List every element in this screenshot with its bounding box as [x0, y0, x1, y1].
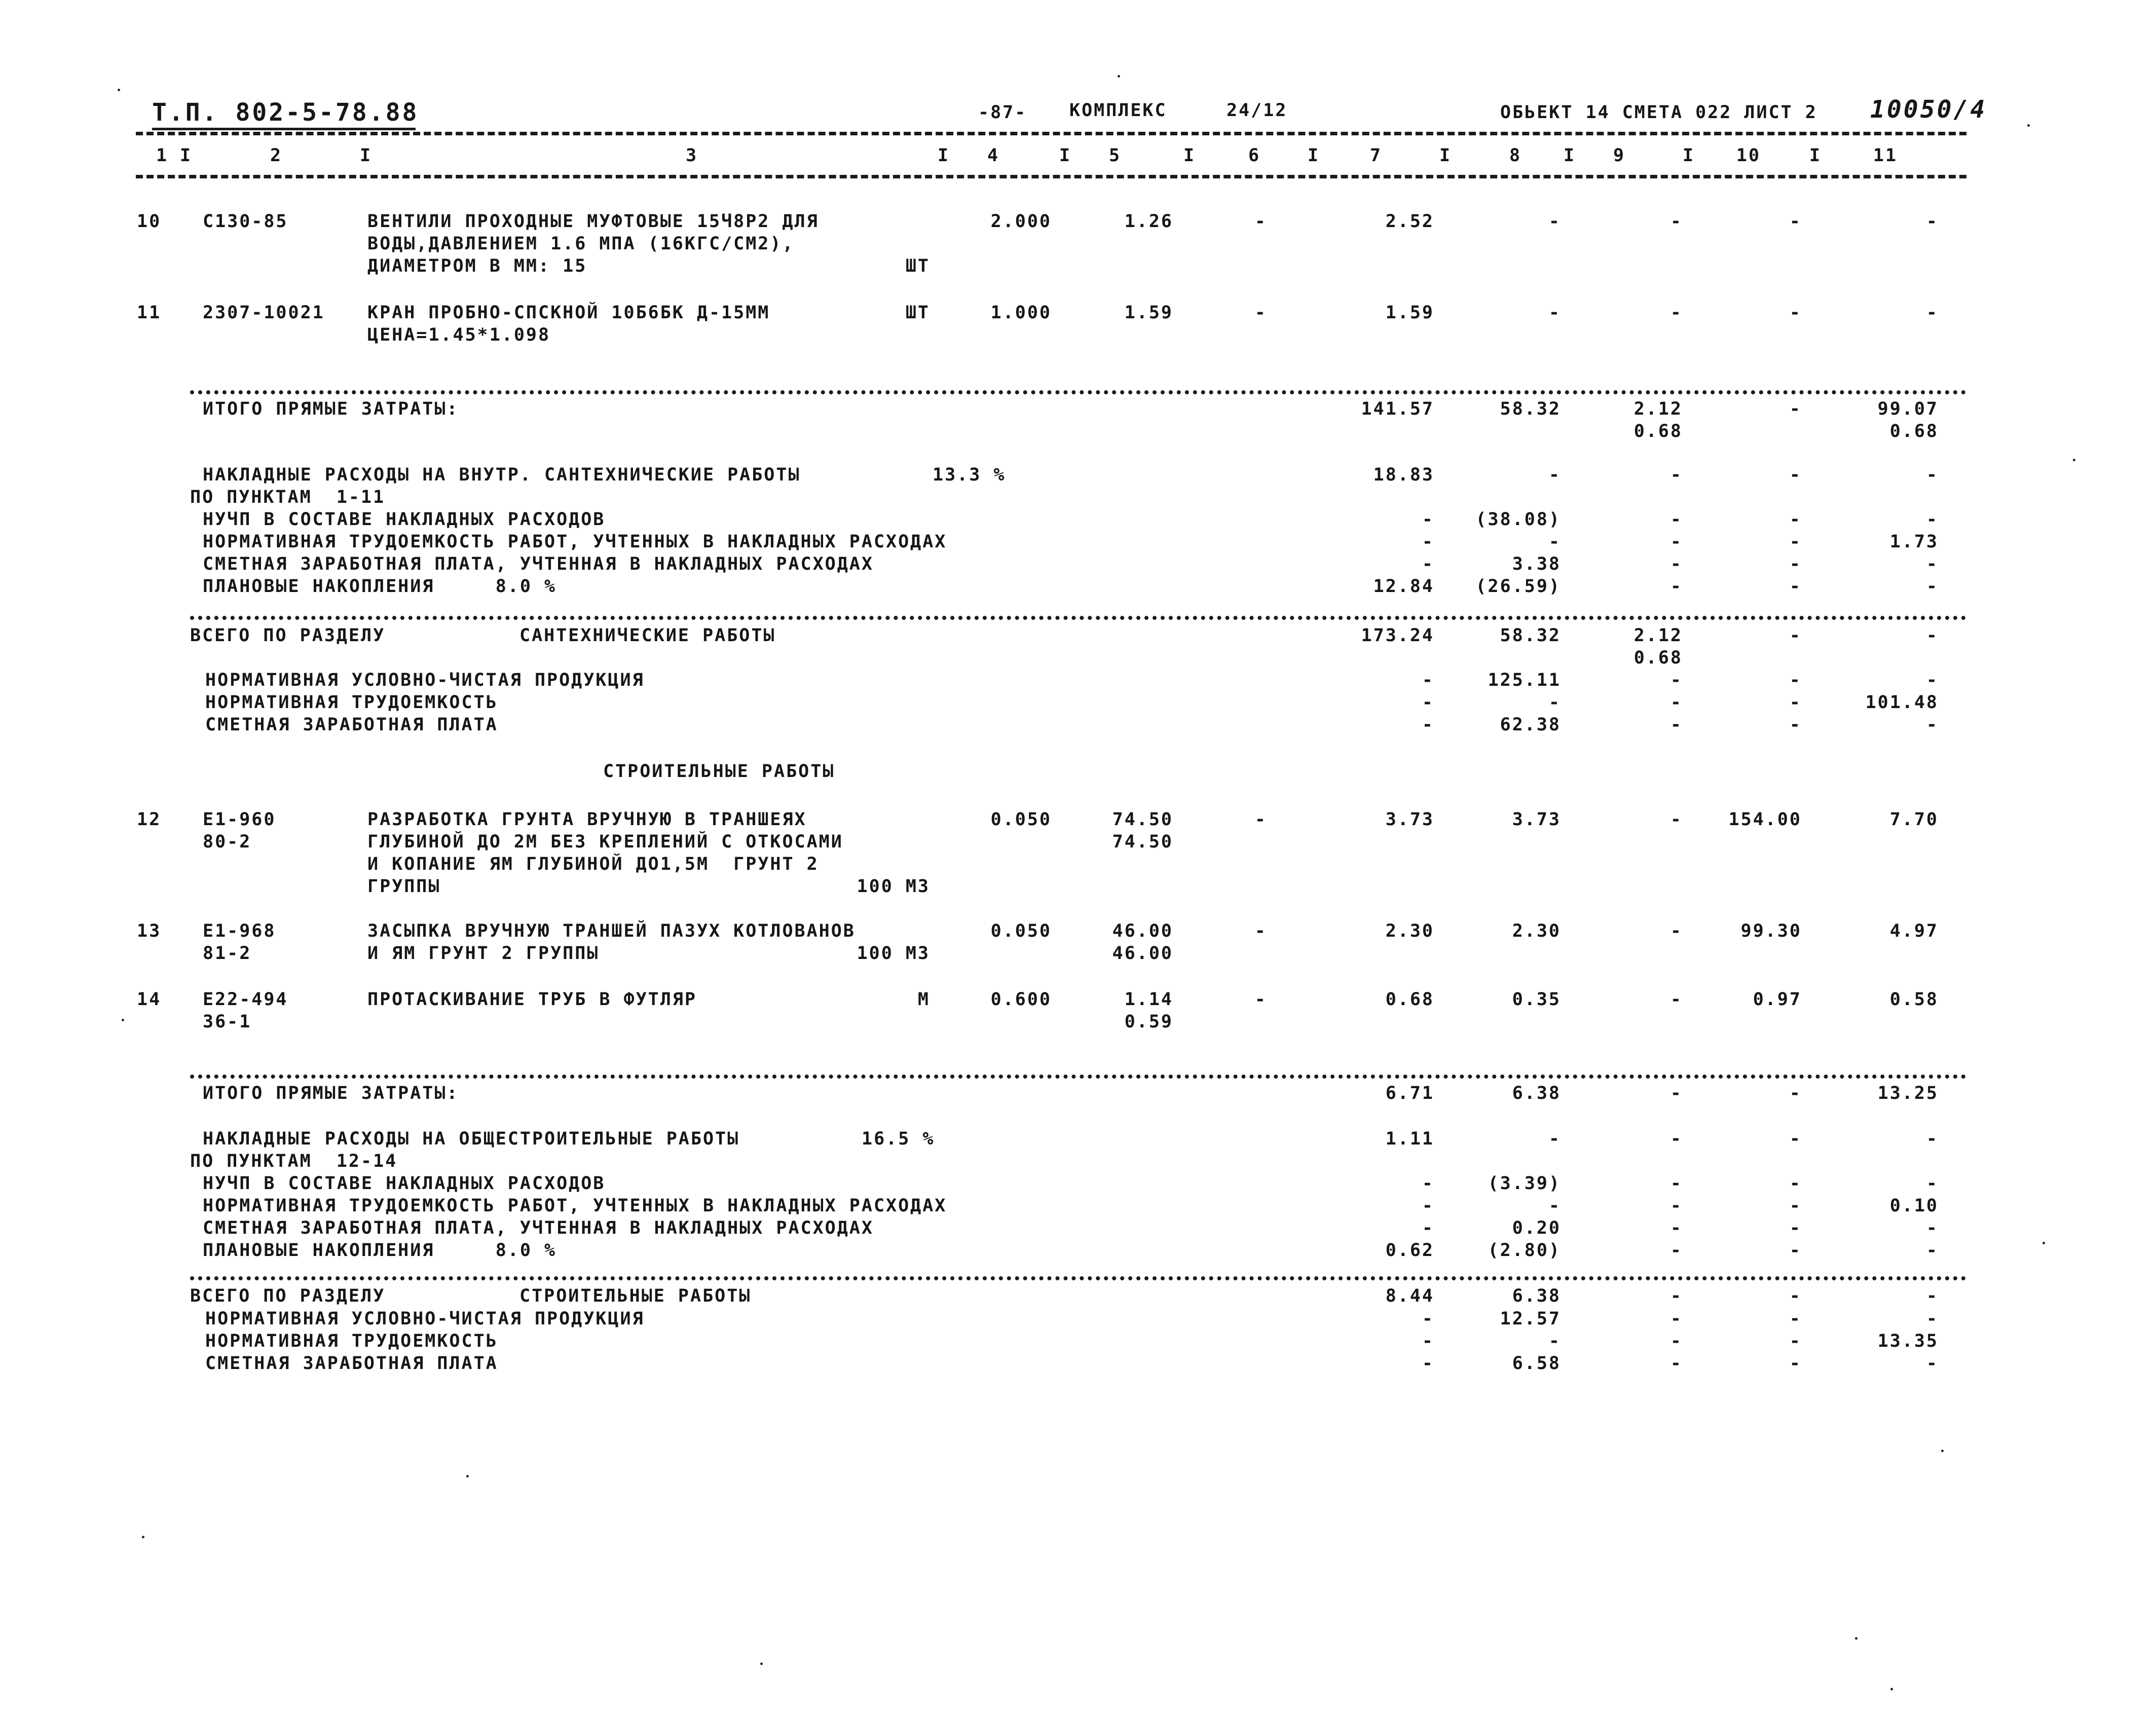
doc-code-underline: [152, 128, 416, 130]
direct-costs-c8: 58.32: [1500, 399, 1561, 419]
normative-c9: -: [1670, 670, 1683, 690]
item-quantity: 0.600: [990, 989, 1052, 1010]
overhead-detail-c8: 0.20: [1512, 1218, 1561, 1238]
section-total-c9: -: [1670, 1286, 1683, 1306]
complex-label: КОМПЛЕКС: [1069, 100, 1167, 121]
column-number: 2: [270, 145, 283, 166]
overhead-c11: -: [1926, 465, 1939, 485]
overhead-detail-c11: -: [1926, 509, 1939, 530]
overhead-detail-c10: -: [1789, 1196, 1802, 1216]
scan-speck: [1855, 1637, 1857, 1640]
item-unit-price: 74.50: [1112, 809, 1173, 830]
header-rule-top: [136, 132, 1966, 135]
item-number: 13: [137, 921, 162, 941]
overhead-detail-label: НОРМАТИВНАЯ ТРУДОЕМКОСТЬ РАБОТ, УЧТЕННЫХ В НАКЛАДНЫХ РАСХОДАХ: [203, 1196, 947, 1216]
overhead-detail-c11: -: [1926, 554, 1939, 574]
overhead-c8: -: [1548, 1129, 1561, 1149]
item-code: Е1-968: [203, 921, 276, 941]
overhead-c10: -: [1789, 465, 1802, 485]
item-unit: 100 М3: [857, 943, 930, 964]
item-col9: -: [1670, 211, 1683, 232]
normative-c8: 125.11: [1488, 670, 1561, 690]
direct-costs-c7: 6.71: [1385, 1083, 1434, 1103]
item-description: ЦЕНА=1.45*1.098: [367, 325, 551, 345]
scan-speck: [142, 1536, 144, 1538]
overhead-detail-label: ПЛАНОВЫЕ НАКОПЛЕНИЯ 8.0 %: [203, 1240, 557, 1261]
overhead-detail-c10: -: [1789, 509, 1802, 530]
section-title: СТРОИТЕЛЬНЫЕ РАБОТЫ: [603, 761, 835, 782]
normative-c7: -: [1422, 1331, 1434, 1351]
overhead-c9: -: [1670, 465, 1683, 485]
normative-c8: 6.58: [1512, 1353, 1561, 1374]
item-code: 80-2: [203, 832, 252, 852]
scan-speck: [2073, 459, 2075, 461]
overhead-detail-c8: (38.08): [1475, 509, 1561, 530]
normative-c8: 62.38: [1500, 715, 1561, 735]
column-separator: I: [1439, 145, 1452, 166]
overhead-c9: -: [1670, 1129, 1683, 1149]
overhead-detail-c10: -: [1789, 554, 1802, 574]
scan-speck: [1118, 75, 1120, 78]
normative-c7: -: [1422, 1353, 1434, 1374]
normative-c9: -: [1670, 1309, 1683, 1329]
column-number: 8: [1509, 145, 1522, 166]
normative-label: НОРМАТИВНАЯ УСЛОВНО-ЧИСТАЯ ПРОДУКЦИЯ: [205, 670, 645, 690]
item-code: С130-85: [203, 211, 288, 232]
overhead-detail-c9: -: [1670, 576, 1683, 597]
item-col8: 0.35: [1512, 989, 1561, 1010]
scan-speck: [1890, 1688, 1893, 1690]
overhead-percent: 13.3 %: [933, 465, 1006, 485]
overhead-detail-c11: -: [1926, 1240, 1939, 1261]
header-rule-bottom: [136, 175, 1966, 178]
overhead-detail-c11: -: [1926, 576, 1939, 597]
item-col6: -: [1254, 303, 1267, 323]
column-number: 3: [685, 145, 698, 166]
item-col6: -: [1254, 989, 1267, 1010]
normative-c10: -: [1789, 1309, 1802, 1329]
overhead-detail-c9: -: [1670, 1218, 1683, 1238]
column-separator: I: [180, 145, 193, 166]
item-description: ЗАСЫПКА ВРУЧНУЮ ТРАНШЕЙ ПАЗУХ КОТЛОВАНОВ: [367, 921, 856, 941]
normative-c7: -: [1422, 1309, 1434, 1329]
overhead-detail-c8: (2.80): [1488, 1240, 1561, 1261]
direct-costs-c8: 6.38: [1512, 1083, 1561, 1103]
scan-speck: [2042, 1242, 2045, 1244]
overhead-c10: -: [1789, 1129, 1802, 1149]
item-col11: 0.58: [1889, 989, 1939, 1010]
item-description: ВЕНТИЛИ ПРОХОДНЫЕ МУФТОВЫЕ 15Ч8Р2 ДЛЯ: [367, 211, 819, 232]
column-number: 11: [1873, 145, 1898, 166]
item-col9: -: [1670, 303, 1683, 323]
normative-c11: -: [1926, 1353, 1939, 1374]
overhead-detail-label: СМЕТНАЯ ЗАРАБОТНАЯ ПЛАТА, УЧТЕННАЯ В НАКЛАДНЫХ РАСХОДАХ: [203, 554, 874, 574]
item-code: Е22-494: [203, 989, 288, 1010]
item-col10: 154.00: [1728, 809, 1802, 830]
column-number: 5: [1108, 145, 1122, 166]
item-col11: 7.70: [1889, 809, 1939, 830]
overhead-detail-c11: -: [1926, 1173, 1939, 1194]
overhead-percent: 16.5 %: [862, 1129, 935, 1149]
column-separator: I: [360, 145, 373, 166]
item-col10: -: [1789, 303, 1802, 323]
item-col8: 2.30: [1512, 921, 1561, 941]
item-col11: 4.97: [1889, 921, 1939, 941]
overhead-detail-c7: -: [1422, 1218, 1434, 1238]
direct-costs-label: ИТОГО ПРЯМЫЕ ЗАТРАТЫ:: [203, 399, 459, 419]
normative-c7: -: [1422, 715, 1434, 735]
overhead-detail-c8: 3.38: [1512, 554, 1561, 574]
item-description: ГЛУБИНОЙ ДО 2М БЕЗ КРЕПЛЕНИЙ С ОТКОСАМИ: [367, 832, 843, 852]
overhead-detail-c9: -: [1670, 554, 1683, 574]
scan-speck: [1941, 1450, 1944, 1452]
item-code: 36-1: [203, 1012, 252, 1032]
item-col10: 99.30: [1740, 921, 1802, 941]
overhead-detail-c7: -: [1422, 509, 1434, 530]
overhead-detail-c11: -: [1926, 1218, 1939, 1238]
direct-costs-c9: 2.12: [1633, 399, 1683, 419]
overhead-detail-c8: -: [1548, 532, 1561, 552]
column-number: 9: [1613, 145, 1626, 166]
overhead-detail-c9: -: [1670, 532, 1683, 552]
direct-costs-label: ИТОГО ПРЯМЫЕ ЗАТРАТЫ:: [203, 1083, 459, 1103]
dotted-separator: [190, 390, 1966, 394]
normative-label: СМЕТНАЯ ЗАРАБОТНАЯ ПЛАТА: [205, 715, 498, 735]
item-code: 2307-10021: [203, 303, 325, 323]
item-unit-price: 1.26: [1124, 211, 1173, 232]
overhead-detail-label: НУЧП В СОСТАВЕ НАКЛАДНЫХ РАСХОДОВ: [203, 1173, 606, 1194]
section-total-name: САНТЕХНИЧЕСКИЕ РАБОТЫ: [519, 625, 776, 646]
item-description: КРАН ПРОБНО-СПСКНОЙ 10Б6БК Д-15ММ: [367, 303, 770, 323]
column-separator: I: [1564, 145, 1576, 166]
item-col6: -: [1254, 211, 1267, 232]
item-description: ГРУППЫ: [367, 876, 441, 897]
item-col6: -: [1254, 809, 1267, 830]
item-unit: ШТ: [905, 303, 930, 323]
overhead-detail-label: ПЛАНОВЫЕ НАКОПЛЕНИЯ 8.0 %: [203, 576, 557, 597]
item-unit-price: 1.59: [1124, 303, 1173, 323]
column-number: 10: [1736, 145, 1761, 166]
item-total: 1.59: [1385, 303, 1434, 323]
scan-speck: [122, 1019, 124, 1021]
item-col9: -: [1670, 921, 1683, 941]
item-col8: -: [1548, 211, 1561, 232]
direct-costs-c9: 0.68: [1633, 421, 1683, 441]
item-total: 2.30: [1385, 921, 1434, 941]
overhead-label: НАКЛАДНЫЕ РАСХОДЫ НА ВНУТР. САНТЕХНИЧЕСКИЕ РАБОТЫ: [203, 465, 801, 485]
overhead-detail-label: НОРМАТИВНАЯ ТРУДОЕМКОСТЬ РАБОТ, УЧТЕННЫХ В НАКЛАДНЫХ РАСХОДАХ: [203, 532, 947, 552]
item-description: И ЯМ ГРУНТ 2 ГРУППЫ: [367, 943, 600, 964]
normative-c10: -: [1789, 1353, 1802, 1374]
object-estimate-sheet: ОБЬЕКТ 14 СМЕТА 022 ЛИСТ 2: [1500, 102, 1817, 123]
overhead-label: НАКЛАДНЫЕ РАСХОДЫ НА ОБЩЕСТРОИТЕЛЬНЫЕ РАБОТЫ: [203, 1129, 740, 1149]
section-total-c10: -: [1789, 1286, 1802, 1306]
normative-c8: -: [1548, 692, 1561, 713]
normative-c10: -: [1789, 1331, 1802, 1351]
item-number: 14: [137, 989, 162, 1010]
overhead-detail-c11: 1.73: [1889, 532, 1939, 552]
overhead-detail-c7: -: [1422, 554, 1434, 574]
normative-c9: -: [1670, 715, 1683, 735]
column-number: 6: [1248, 145, 1261, 166]
item-col11: -: [1926, 211, 1939, 232]
item-total: 0.68: [1385, 989, 1434, 1010]
scan-speck: [118, 89, 120, 91]
column-separator: I: [1809, 145, 1822, 166]
normative-c9: -: [1670, 1331, 1683, 1351]
item-description: ПРОТАСКИВАНИЕ ТРУБ В ФУТЛЯР: [367, 989, 697, 1010]
section-total-label: ВСЕГО ПО РАЗДЕЛУ: [190, 625, 386, 646]
item-quantity: 0.050: [990, 809, 1052, 830]
overhead-detail-c10: -: [1789, 532, 1802, 552]
item-unit: ШТ: [905, 256, 930, 276]
dotted-separator: [190, 616, 1966, 620]
overhead-detail-c8: (3.39): [1488, 1173, 1561, 1194]
overhead-detail-label: СМЕТНАЯ ЗАРАБОТНАЯ ПЛАТА, УЧТЕННАЯ В НАКЛАДНЫХ РАСХОДАХ: [203, 1218, 874, 1238]
overhead-detail-c10: -: [1789, 576, 1802, 597]
overhead-detail-c8: -: [1548, 1196, 1561, 1216]
section-total-label: ВСЕГО ПО РАЗДЕЛУ: [190, 1286, 386, 1306]
dotted-separator: [190, 1075, 1966, 1079]
normative-c9: -: [1670, 1353, 1683, 1374]
normative-c8: 12.57: [1500, 1309, 1561, 1329]
item-col10: -: [1789, 211, 1802, 232]
item-col10: 0.97: [1753, 989, 1802, 1010]
item-number: 12: [137, 809, 162, 830]
column-separator: I: [1183, 145, 1196, 166]
overhead-c7: 18.83: [1373, 465, 1434, 485]
normative-c10: -: [1789, 692, 1802, 713]
overhead-items-label: ПО ПУНКТАМ 1-11: [190, 487, 386, 507]
item-quantity: 2.000: [990, 211, 1052, 232]
normative-label: СМЕТНАЯ ЗАРАБОТНАЯ ПЛАТА: [205, 1353, 498, 1374]
overhead-detail-c9: -: [1670, 509, 1683, 530]
scan-speck: [466, 1475, 469, 1478]
item-quantity: 1.000: [990, 303, 1052, 323]
item-unit: М: [917, 989, 930, 1010]
item-unit-price: 46.00: [1112, 921, 1173, 941]
overhead-detail-label: НУЧП В СОСТАВЕ НАКЛАДНЫХ РАСХОДОВ: [203, 509, 606, 530]
item-unit: 100 М3: [857, 876, 930, 897]
direct-costs-c11: 99.07: [1877, 399, 1939, 419]
item-col8: 3.73: [1512, 809, 1561, 830]
normative-c9: -: [1670, 692, 1683, 713]
section-total-c8: 58.32: [1500, 625, 1561, 646]
item-total: 2.52: [1385, 211, 1434, 232]
overhead-items-label: ПО ПУНКТАМ 12-14: [190, 1151, 398, 1171]
section-total-c9: 2.12: [1633, 625, 1683, 646]
item-col11: -: [1926, 303, 1939, 323]
direct-costs-c11: 0.68: [1889, 421, 1939, 441]
column-number: 1: [156, 145, 169, 166]
item-col6: -: [1254, 921, 1267, 941]
normative-c7: -: [1422, 670, 1434, 690]
item-description: ДИАМЕТРОМ В ММ: 15: [367, 256, 587, 276]
item-code: Е1-960: [203, 809, 276, 830]
overhead-detail-c10: -: [1789, 1218, 1802, 1238]
section-total-c9: 0.68: [1633, 648, 1683, 668]
column-number: 7: [1369, 145, 1383, 166]
column-separator: I: [1059, 145, 1072, 166]
item-number: 10: [137, 211, 162, 232]
normative-c11: 101.48: [1865, 692, 1939, 713]
overhead-c8: -: [1548, 465, 1561, 485]
normative-label: НОРМАТИВНАЯ ТРУДОЕМКОСТЬ: [205, 1331, 498, 1351]
overhead-detail-c9: -: [1670, 1196, 1683, 1216]
item-unit-price: 0.59: [1124, 1012, 1173, 1032]
section-total-c11: -: [1926, 1286, 1939, 1306]
normative-c11: -: [1926, 1309, 1939, 1329]
overhead-c7: 1.11: [1385, 1129, 1434, 1149]
item-unit-price: 74.50: [1112, 832, 1173, 852]
overhead-detail-c11: 0.10: [1889, 1196, 1939, 1216]
dotted-separator: [190, 1276, 1966, 1280]
overhead-c11: -: [1926, 1129, 1939, 1149]
complex-value: 24/12: [1227, 100, 1288, 121]
item-col8: -: [1548, 303, 1561, 323]
item-col9: -: [1670, 809, 1683, 830]
overhead-detail-c9: -: [1670, 1240, 1683, 1261]
direct-costs-c9: -: [1670, 1083, 1683, 1103]
section-total-c11: -: [1926, 625, 1939, 646]
column-separator: I: [1308, 145, 1320, 166]
page-number: -87-: [978, 102, 1027, 123]
overhead-detail-c10: -: [1789, 1240, 1802, 1261]
item-description: ВОДЫ,ДАВЛЕНИЕМ 1.6 МПА (16КГС/СМ2),: [367, 234, 795, 254]
column-number: 4: [987, 145, 1000, 166]
handwritten-number: 10050/4: [1870, 95, 1987, 124]
normative-c7: -: [1422, 692, 1434, 713]
overhead-detail-c9: -: [1670, 1173, 1683, 1194]
overhead-detail-c7: -: [1422, 1173, 1434, 1194]
overhead-detail-c7: -: [1422, 532, 1434, 552]
scan-speck: [2027, 124, 2030, 127]
direct-costs-c11: 13.25: [1877, 1083, 1939, 1103]
item-unit-price: 46.00: [1112, 943, 1173, 964]
overhead-detail-c7: -: [1422, 1196, 1434, 1216]
item-quantity: 0.050: [990, 921, 1052, 941]
section-total-c7: 173.24: [1361, 625, 1434, 646]
section-total-c10: -: [1789, 625, 1802, 646]
direct-costs-c7: 141.57: [1361, 399, 1434, 419]
normative-c11: 13.35: [1877, 1331, 1939, 1351]
direct-costs-c10: -: [1789, 399, 1802, 419]
normative-label: НОРМАТИВНАЯ УСЛОВНО-ЧИСТАЯ ПРОДУКЦИЯ: [205, 1309, 645, 1329]
overhead-detail-c8: (26.59): [1475, 576, 1561, 597]
item-col9: -: [1670, 989, 1683, 1010]
section-total-c8: 6.38: [1512, 1286, 1561, 1306]
direct-costs-c10: -: [1789, 1083, 1802, 1103]
doc-code: Т.П. 802-5-78.88: [152, 98, 419, 127]
item-total: 3.73: [1385, 809, 1434, 830]
overhead-detail-c10: -: [1789, 1173, 1802, 1194]
item-description: РАЗРАБОТКА ГРУНТА ВРУЧНУЮ В ТРАНШЕЯХ: [367, 809, 807, 830]
item-number: 11: [137, 303, 162, 323]
item-unit-price: 1.14: [1124, 989, 1173, 1010]
column-separator: I: [1683, 145, 1695, 166]
item-code: 81-2: [203, 943, 252, 964]
overhead-detail-c7: 12.84: [1373, 576, 1434, 597]
scan-speck: [760, 1663, 763, 1665]
normative-c10: -: [1789, 670, 1802, 690]
normative-c11: -: [1926, 715, 1939, 735]
normative-c10: -: [1789, 715, 1802, 735]
item-description: И КОПАНИЕ ЯМ ГЛУБИНОЙ ДО1,5М ГРУНТ 2: [367, 854, 819, 874]
normative-c11: -: [1926, 670, 1939, 690]
overhead-detail-c7: 0.62: [1385, 1240, 1434, 1261]
normative-c8: -: [1548, 1331, 1561, 1351]
section-total-name: СТРОИТЕЛЬНЫЕ РАБОТЫ: [519, 1286, 752, 1306]
normative-label: НОРМАТИВНАЯ ТРУДОЕМКОСТЬ: [205, 692, 498, 713]
section-total-c7: 8.44: [1385, 1286, 1434, 1306]
column-separator: I: [938, 145, 950, 166]
